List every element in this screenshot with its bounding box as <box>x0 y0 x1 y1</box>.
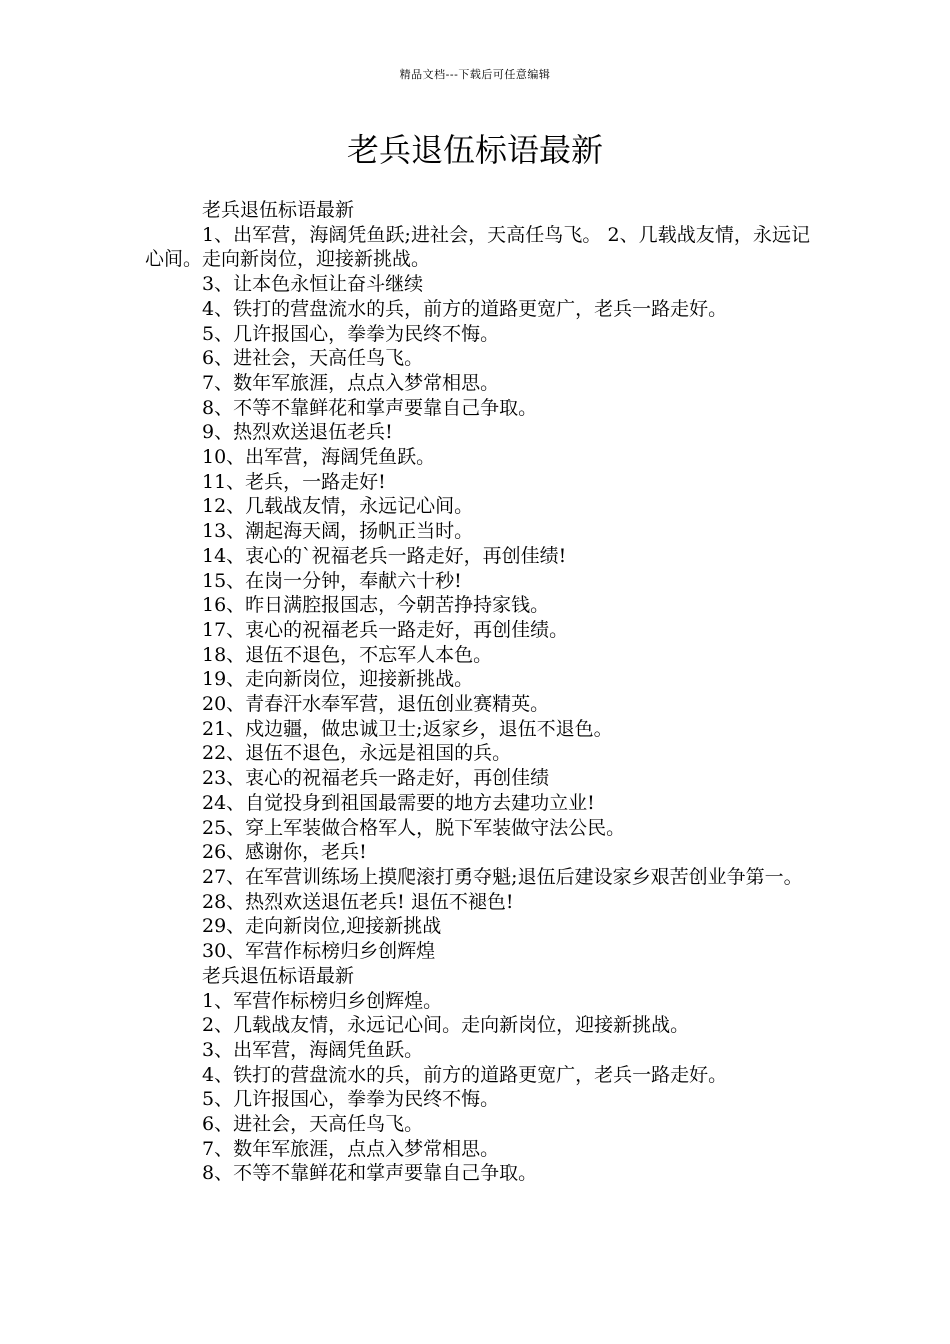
paragraph: 9、热烈欢送退伍老兵! <box>202 421 393 444</box>
paragraph: 10、出军营，海阔凭鱼跃。 <box>202 446 436 469</box>
paragraph: 29、走向新岗位,迎接新挑战 <box>202 915 442 938</box>
paragraph: 21、戍边疆，做忠诚卫士;返家乡，退伍不退色。 <box>202 717 613 740</box>
paragraph: 老兵退伍标语最新 <box>202 964 355 987</box>
paragraph: 20、青春汗水奉军营，退伍创业赛精英。 <box>202 693 550 716</box>
paragraph: 5、几许报国心，拳拳为民终不悔。 <box>202 322 500 345</box>
paragraph: 8、不等不靠鲜花和掌声要靠自己争取。 <box>202 1162 538 1185</box>
paragraph: 7、数年军旅涯，点点入梦常相思。 <box>202 1137 500 1160</box>
paragraph: 14、衷心的`祝福老兵一路走好，再创佳绩! <box>202 544 567 567</box>
paragraph: 1、出军营，海阔凭鱼跃;进社会，天高任鸟飞。 2、几载战友情，永远记心间。走向新岗位，迎接新挑战。 <box>145 223 810 271</box>
paragraph: 6、进社会，天高任鸟飞。 <box>202 347 424 370</box>
paragraph: 15、在岗一分钟，奉献六十秒! <box>202 569 462 592</box>
paragraph: 8、不等不靠鲜花和掌声要靠自己争取。 <box>202 396 538 419</box>
paragraph: 23、衷心的祝福老兵一路走好，再创佳绩 <box>202 767 550 790</box>
paragraph: 6、进社会，天高任鸟飞。 <box>202 1113 424 1136</box>
paragraph-heading: 老兵退伍标语最新 <box>202 199 355 221</box>
paragraph: 19、走向新岗位，迎接新挑战。 <box>202 668 474 691</box>
document-title: 老兵退伍标语最新 <box>346 131 603 169</box>
paragraph: 27、在军营训练场上摸爬滚打勇夺魁;退伍后建设家乡艰苦创业争第一。 <box>202 865 803 888</box>
paragraph: 12、几载战友情，永远记心间。 <box>202 495 474 518</box>
paragraph: 4、铁打的营盘流水的兵，前方的道路更宽广，老兵一路走好。 <box>202 297 728 320</box>
paragraph: 7、数年军旅涯，点点入梦常相思。 <box>202 371 500 394</box>
paragraph-heading: 1、军营作标榜归乡创辉煌。 <box>202 989 443 1012</box>
document-body <box>145 198 810 1186</box>
paragraph: 18、退伍不退色，不忘军人本色。 <box>202 643 493 666</box>
paragraph: 5、几许报国心，拳拳为民终不悔。 <box>202 1088 500 1111</box>
paragraph: 30、军营作标榜归乡创辉煌 <box>202 940 436 963</box>
paragraph: 2、几载战友情，永远记心间。走向新岗位，迎接新挑战。 <box>202 1014 690 1037</box>
paragraph: 28、热烈欢送退伍老兵! 退伍不褪色! <box>202 890 514 913</box>
paragraph: 11、老兵，一路走好! <box>202 470 386 493</box>
paragraph: 13、潮起海天阔，扬帆正当时。 <box>202 520 474 543</box>
paragraph: 4、铁打的营盘流水的兵，前方的道路更宽广，老兵一路走好。 <box>202 1063 728 1086</box>
header-note: 精品文档---下载后可任意编辑 <box>399 68 551 81</box>
paragraph: 26、感谢你，老兵! <box>202 841 367 864</box>
paragraph: 22、退伍不退色，永远是祖国的兵。 <box>202 742 512 765</box>
paragraph: 3、出军营，海阔凭鱼跃。 <box>202 1038 424 1061</box>
paragraph: 24、自觉投身到祖国最需要的地方去建功立业! <box>202 791 595 814</box>
paragraph: 3、让本色永恒让奋斗继续 <box>202 273 424 296</box>
paragraph: 16、昨日满腔报国志，今朝苦挣持家钱。 <box>202 594 550 617</box>
paragraph: 25、穿上军装做合格军人，脱下军装做守法公民。 <box>202 816 626 839</box>
paragraph: 17、衷心的祝福老兵一路走好，再创佳绩。 <box>202 618 569 641</box>
